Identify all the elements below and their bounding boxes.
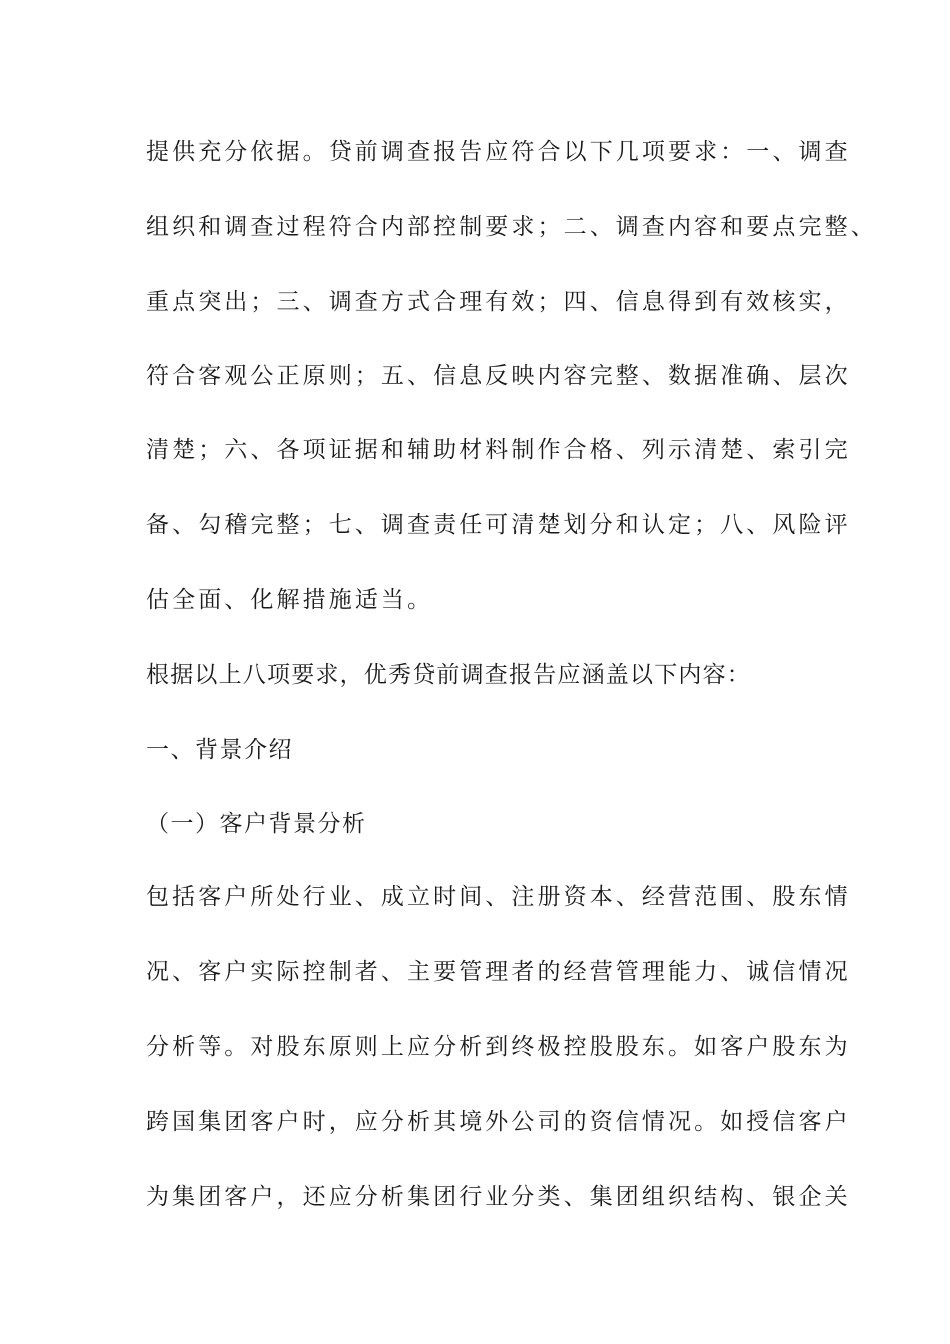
paragraph-line: 重点突出；三、调查方式合理有效；四、信息得到有效核实， — [146, 289, 851, 315]
paragraph-line: 估全面、化解措施适当。 — [146, 587, 434, 613]
paragraph-line: 备、勾稽完整；七、调查责任可清楚划分和认定；八、风险评 — [146, 512, 851, 538]
intro-sentence: 根据以上八项要求，优秀贷前调查报告应涵盖以下内容： — [146, 662, 751, 688]
paragraph-line: 清楚；六、各项证据和辅助材料制作合格、列示清楚、索引完 — [146, 437, 851, 463]
paragraph-line: 分析等。对股东原则上应分析到终极控股股东。如客户股东为 — [146, 1034, 851, 1060]
paragraph-line: 跨国集团客户时，应分析其境外公司的资信情况。如授信客户 — [146, 1109, 851, 1135]
paragraph-line: 为集团客户，还应分析集团行业分类、集团组织结构、银企关 — [146, 1184, 851, 1210]
section-heading: 一、背景介绍 — [146, 737, 293, 763]
paragraph-line: 符合客观公正原则；五、信息反映内容完整、数据准确、层次 — [146, 363, 851, 389]
paragraph-line: 包括客户所处行业、成立时间、注册资本、经营范围、股东情 — [146, 884, 851, 910]
paragraph-line: 提供充分依据。贷前调查报告应符合以下几项要求：一、调查 — [146, 139, 851, 165]
paragraph-line: 况、客户实际控制者、主要管理者的经营管理能力、诚信情况 — [146, 959, 851, 985]
subsection-heading: （一）客户背景分析 — [146, 811, 367, 837]
paragraph-line: 组织和调查过程符合内部控制要求；二、调查内容和要点完整、 — [146, 214, 877, 240]
